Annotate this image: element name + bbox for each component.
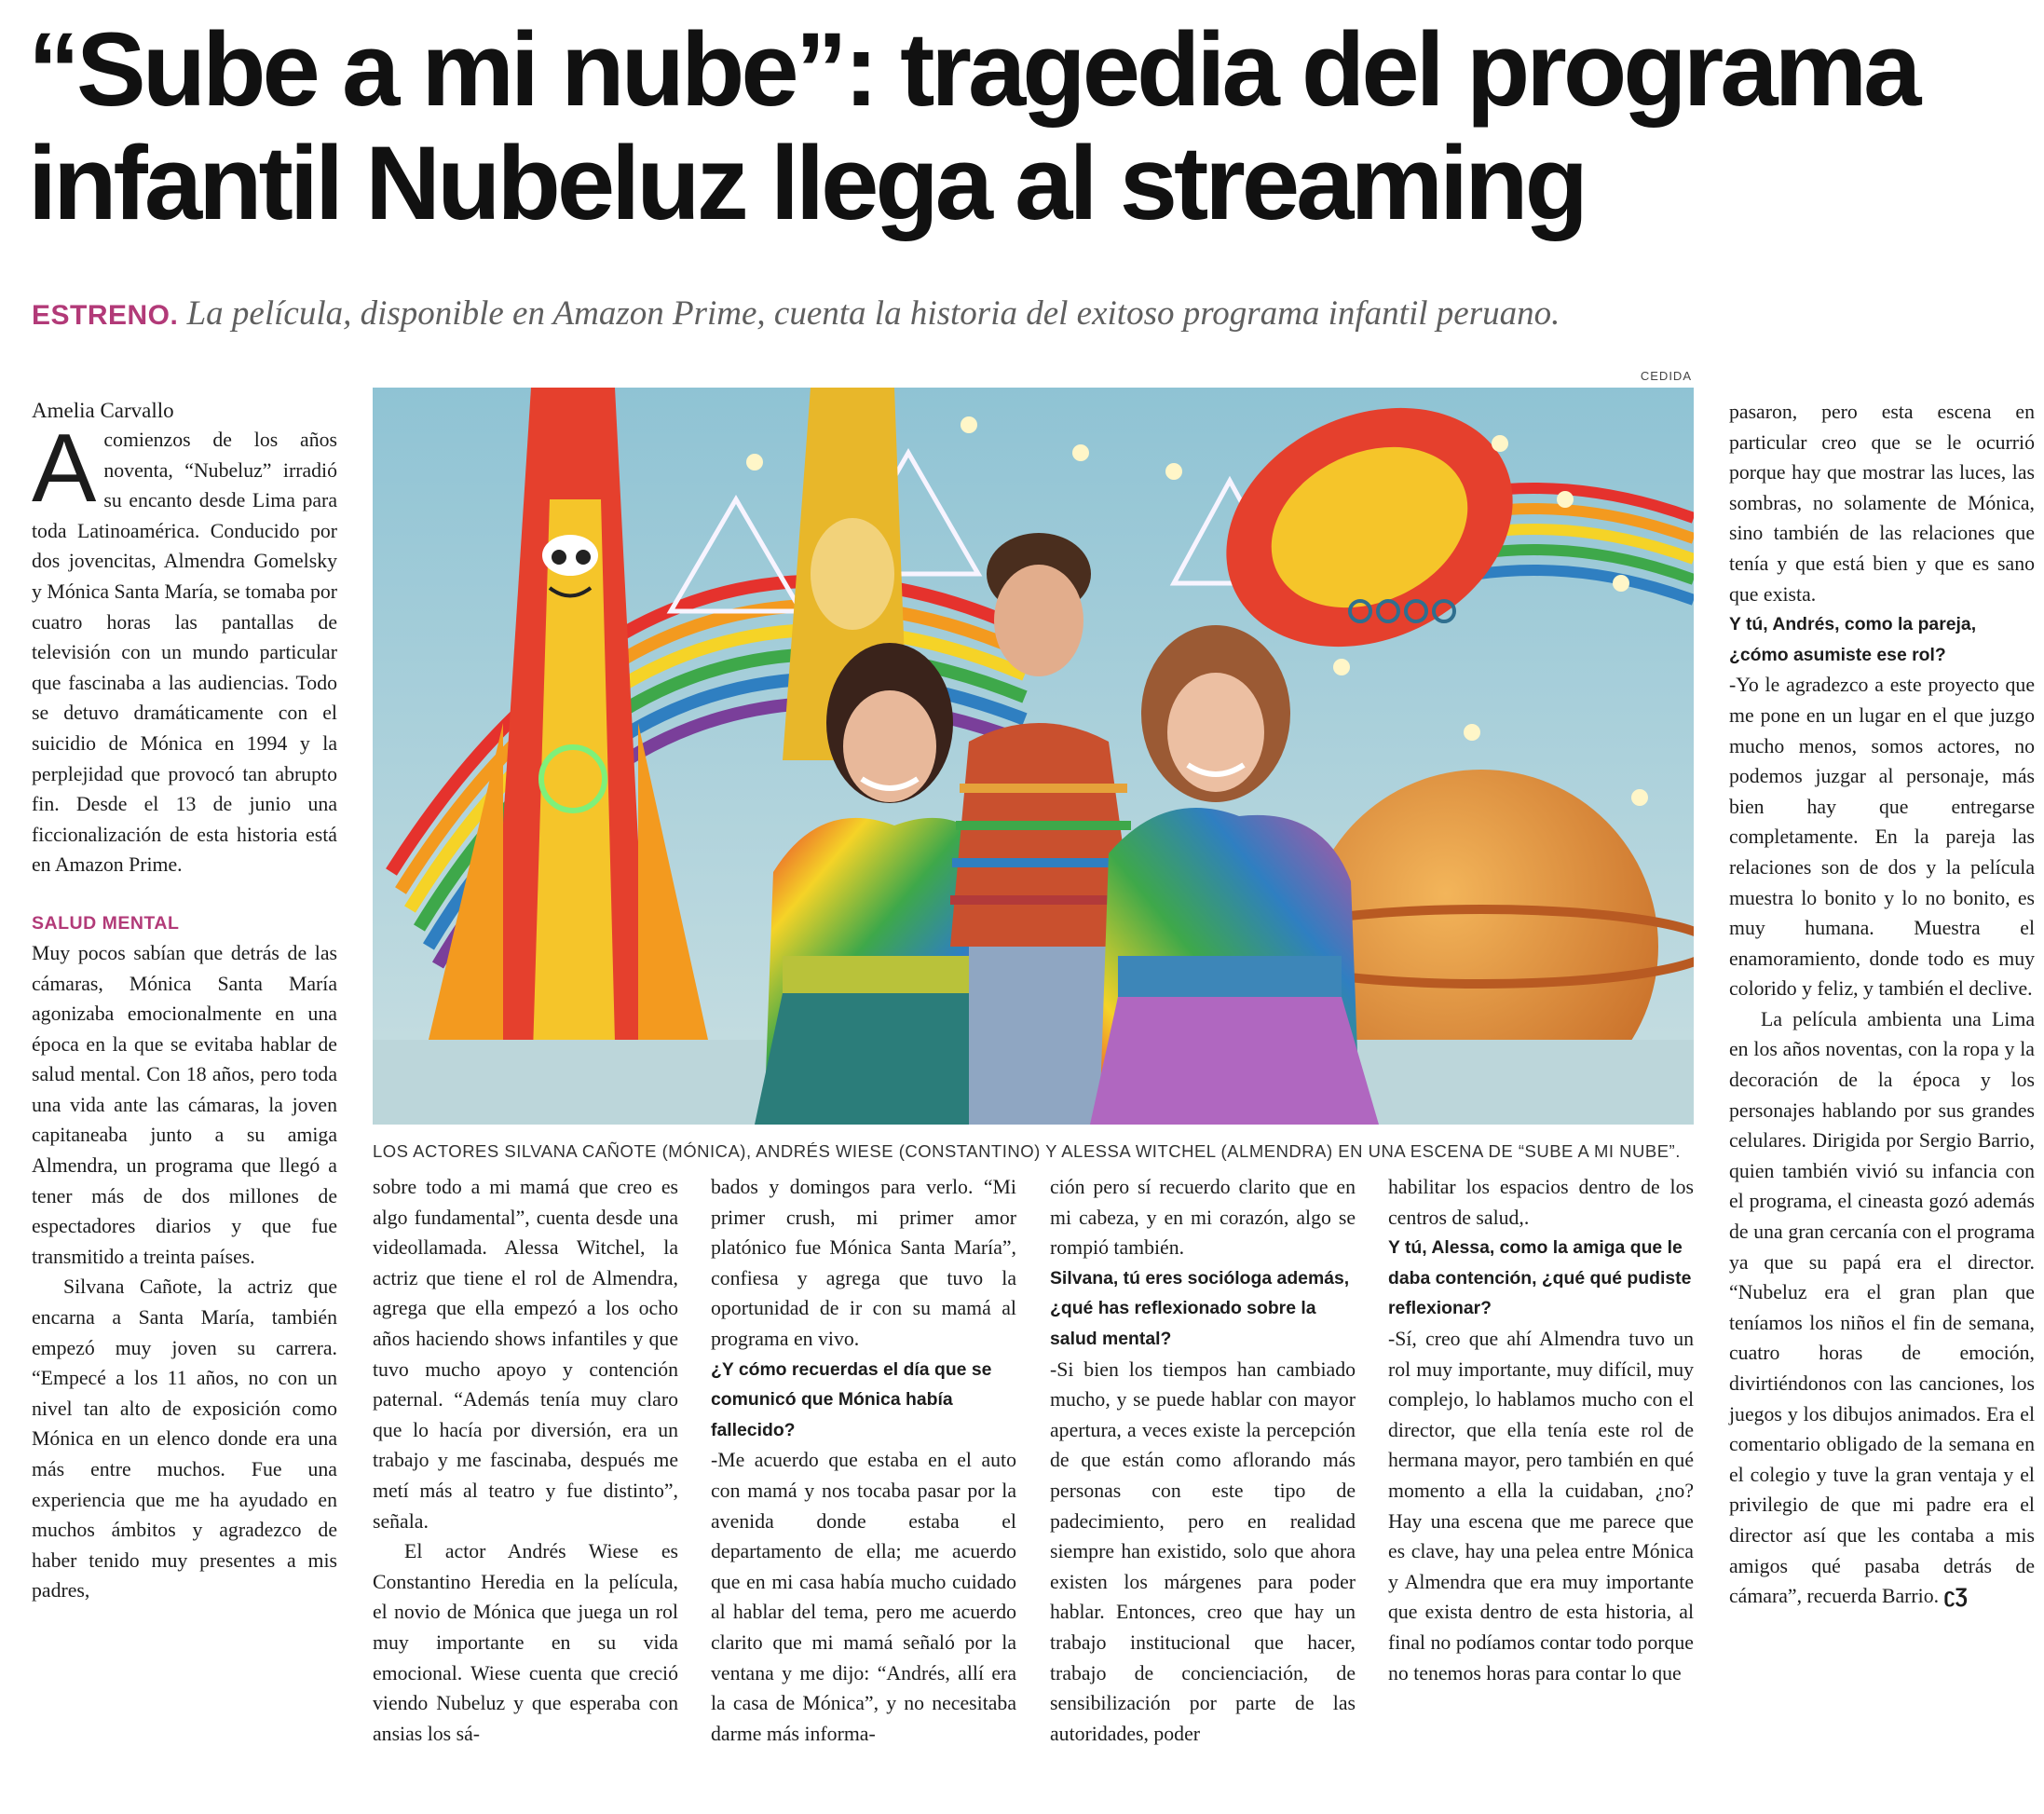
question-3: Y tú, Alessa, como la amiga que le daba contención, ¿qué qué pudiste reflexionar? xyxy=(1388,1237,1692,1319)
deck-kicker: ESTRENO. xyxy=(32,300,179,331)
answer-3: -Sí, creo que ahí Almendra tuvo un rol muy importante, muy difícil, muy complejo, lo hablamos mucho con el director, que ella tenía este rol de hermana mayor, pero también en qué momento a ella la cuidaban, ¿no? Hay una escena que me parece que es clave, hay una pelea entre Mónica y Almendra que era muy importante que exista dentro de esta historia, al final no podíamos contar todo porque no tenemos horas para contar lo que xyxy=(1388,1327,1694,1684)
paragraph-wiese: El actor Andrés Wiese es Constantino Heredia en la película, el novio de Mónica que juega un rol muy importante en su vida emocional. Wiese cuenta que creció viendo Nubeluz y que esperaba con ansias los sá- xyxy=(373,1540,678,1745)
answer-4: -Yo le agradezco a este proyecto que me pone en un lugar en el que juzgo mucho menos, somos actores, no podemos juzgar al personaje, más bien hay que entregarse completamente. En la pareja las relaciones son de dos y la película muestra lo bonito y lo no bonito, es muy humana. Muestra el enamoramiento, donde todo es muy colorido y feliz, y también el declive. xyxy=(1729,674,2035,1001)
paragraph-silvana: Silvana Cañote, la actriz que encarna a Santa María, también empezó muy joven su carrera. “Empecé a los 11 años, no con un nivel tan alto de exposición como Mónica en un elenco donde era una más entre muchos. Fue una experiencia que me ha ayudado en muchos ámbitos y agradezco de haber tenido muy presentes a mis padres, xyxy=(32,1275,337,1603)
question-2: Silvana, tú eres socióloga además, ¿qué has reflexionado sobre la salud mental? xyxy=(1050,1267,1350,1349)
paragraph-director-text: La película ambienta una Lima en los años noventas, con la ropa y la decoración de la época y los personajes hablando por sus grandes celulares. Dirigida por Sergio Barrio, quien también vivió su infancia con el programa, el cineasta gozó además de una gran cercanía con el programa ya que su papá era el director. “Nubeluz era el gran plan que teníamos los niños el fin de semana, cuatro horas de emoción, divirtiéndonos con las canciones, los juegos y los dibujos animados. Era el comentario obligado de la semana en el colegio y tuve la gran ventaja y el privilegio de que mi padre era el director así que les contaba a mis amigos qué pasaba detrás de cámara”, recuerda Barrio. xyxy=(1729,1007,2035,1608)
paragraph-silvana-cont: sobre todo a mi mamá que creo es algo fundamental”, cuenta desde una videollamada. Alessa Witchel, la actriz que tiene el rol de Almendra, agrega que ella empezó a los ocho años haciendo shows infantiles y que tuvo mucho apoyo y contención paternal. “Además tenía muy claro que lo hacía por diversión, era un trabajo y me fascinaba, después me metí más al teatro y fue distinto”, señala. xyxy=(373,1176,678,1533)
headline-line-2: infantil Nubeluz llega al streaming xyxy=(28,125,1585,241)
column-5 xyxy=(1388,1172,1694,1688)
photo xyxy=(373,388,1694,1125)
headline-line-1: “Sube a mi nube”: tragedia del programa xyxy=(28,11,1918,128)
answer-1: -Me acuerdo que estaba en el auto con mamá y nos tocaba pasar por la avenida donde estaba el departamento de ella; me acuerdo que en mi casa había mucho cuidado al hablar del tema, pero me acuerdo clarito que mi mamá señaló por la ventana y me dijo: “Andrés, allí era la casa de Mónica”, y no necesitaba darme más informa- xyxy=(711,1449,1016,1745)
subheading-salud-mental: SALUD MENTAL xyxy=(32,912,180,934)
answer-1-cont: ción pero sí recuerdo clarito que en mi cabeza, y en mi corazón, algo se rompió también. xyxy=(1050,1176,1356,1260)
answer-3-cont: pasaron, pero esta escena en particular creo que se le ocurrió porque hay que mostrar las luces, las sombras, no solamente de Mónica, sino también de las relaciones que tenía y que está bien y que es sano que exista. xyxy=(1729,401,2035,606)
column-1 xyxy=(32,397,337,1606)
question-4: Y tú, Andrés, como la pareja, ¿cómo asumiste ese rol? xyxy=(1729,614,1977,665)
column-2 xyxy=(373,1172,678,1749)
question-1: ¿Y cómo recuerdas el día que se comunicó que Mónica había fallecido? xyxy=(711,1358,992,1440)
answer-2: -Si bien los tiempos han cambiado mucho, y se puede hablar con mayor apertura, a veces existe la percepción de que están como aflorando más personas con este tipo de padecimiento, pero en realidad siempre han existido, solo que ahora existen los márgenes para poder hablar. Entonces, creo que hay un trabajo institucional que hacer, trabajo de concienciación, de sensibilización por parte de las autoridades, poder xyxy=(1050,1357,1356,1745)
paragraph-director xyxy=(1729,1004,2035,1612)
paragraph-salud: Muy pocos sabían que detrás de las cámaras, Mónica Santa María agonizaba emocionalmente en una época en la que se evitaba hablar de salud mental. Con 18 años, pero toda una vida ante las cámaras, la joven capitaneaba junto a su amiga Almendra, un programa que llegó a tener más de dos millones de espectadores diarios y que fue transmitido a treinta países. xyxy=(32,941,337,1268)
column-6 xyxy=(1729,397,2035,1612)
paragraph-lead xyxy=(32,415,337,880)
column-3 xyxy=(711,1172,1016,1749)
end-mark: ʗƷ xyxy=(1943,1584,1968,1608)
column-4 xyxy=(1050,1172,1356,1749)
drop-cap: A xyxy=(32,415,97,523)
photo-caption: LOS ACTORES SILVANA CAÑOTE (MÓNICA), ANDRÉS WIESE (CONSTANTINO) Y ALESSA WITCHEL (ALMENDRA) EN UNA ESCENA DE “SUBE A MI NUBE”. xyxy=(373,1141,1681,1161)
deck-text: La película, disponible en Amazon Prime, cuenta la historia del exitoso programa infantil peruano. xyxy=(186,294,1560,333)
photo-credit: CEDIDA xyxy=(1640,369,1692,383)
lead-text: comienzos de los años noventa, “Nubeluz” irradió su encanto desde Lima para toda Latinoamérica. Conducido por dos jovencitas, Almendra Gomelsky y Mónica Santa María, se tomaba por cuatro horas las pantallas de televisión con un mundo particular que fascinaba a las audiencias. Todo se detuvo dramáticamente con el suicidio de Mónica en 1994 y la perplejidad que provocó tan abrupto fin. Desde el 13 de junio una ficcionalización de esta historia está en Amazon Prime. xyxy=(32,429,337,877)
byline: Amelia Carvallo xyxy=(32,399,174,422)
answer-2-cont: habilitar los espacios dentro de los centros de salud,. xyxy=(1388,1176,1694,1229)
paragraph-wiese-cont: bados y domingos para verlo. “Mi primer crush, mi primer amor platónico fue Mónica Santa María”, confiesa y agrega que tuvo la oportunidad de ir con su mamá al programa en vivo. xyxy=(711,1176,1016,1350)
deck xyxy=(32,293,2025,337)
photo-illustration xyxy=(373,388,1694,1125)
headline xyxy=(28,13,2022,240)
